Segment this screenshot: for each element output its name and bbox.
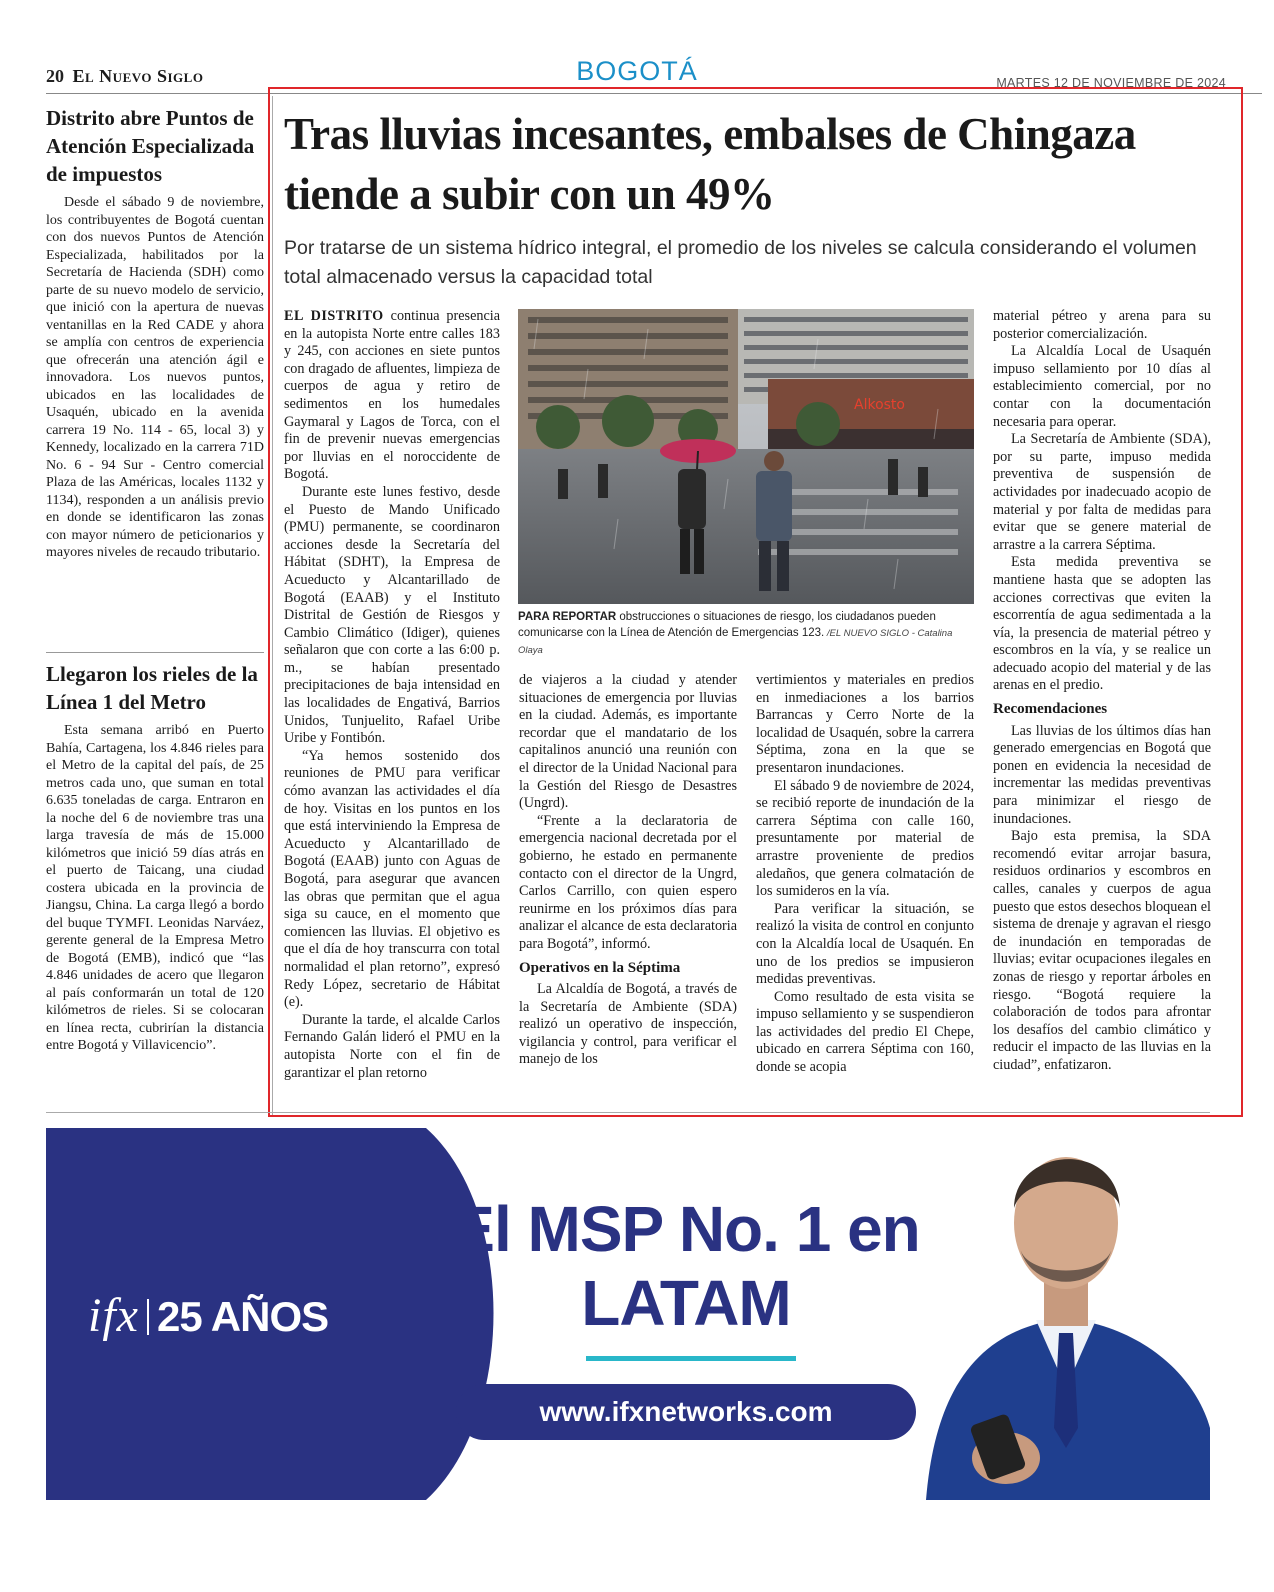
article-paragraph: La Secretaría de Ambiente (SDA), por su parte, impuso medida preventiva de suspensión de actividades por inadecuado acopio de material y por falta de medidas para evitar que se genere material de arrastre a la carrera Séptima.	[993, 431, 1211, 553]
logo-separator	[147, 1299, 149, 1335]
article-paragraph: Esta medida preventiva se mantiene hasta que se adopten las acciones correctivas que eviten la escorrentía de agua sedimentada a la vía, la presencia de material pétreo y escombros en la vía, y se realice un adecuado acopio del material y de las arenas en el predio.	[993, 554, 1211, 694]
article-paragraph: El sábado 9 de noviembre de 2024, se recibió reporte de inundación de la carrera Séptima con calle 160, presuntamente por material de arrastre proveniente de predios aledaños, que genera colmatación de los sumideros en la vía.	[756, 777, 974, 900]
article-paragraph: “Frente a la declaratoria de emergencia nacional decretada por el gobierno, he estado en permanente contacto con el director de la Ungrd, Carlos Carrillo, con quien espero reunirme en los próximos días para analizar el alcance de esta declaratoria para Bogotá”, informó.	[519, 812, 737, 952]
article-paragraph: Para verificar la situación, se realizó la visita de control en conjunto con la Alcaldía local de Usaquén. En uno de los predios se impusieron medidas preventivas.	[756, 900, 974, 988]
article-paragraph: EL DISTRITO continua presencia en la autopista Norte entre calles 183 y 245, con acciones en siete puntos con dragado de afluentes, limpieza de cuerpos de agua y retiro de sedimentos en los humedales Gaymaral y Lagos de Torca, con el fin de prevenir nuevas emergencias por lluvias en el noroccidente de Bogotá.	[284, 308, 500, 483]
section-title: BOGOTÁ	[576, 56, 698, 86]
ifx-logo	[88, 1288, 328, 1343]
article-paragraph: Bajo esta premisa, la SDA recomendó evitar arrojar basura, residuos ordinarios y escombros en calles, canales y cuerpos de agua puesto que estos desechos bloquean el sistema de drenaje y agravan el riesgo de inundación en temporadas de lluvias; evitar ocupaciones ilegales en zonas de riesgo y reportar árboles en riesgo. “Bogotá requiere la colaboración de todos para afrontar los desafíos del cambio climático y reducir el impacto de las lluvias en la ciudad”, enfatizaron.	[993, 828, 1211, 1073]
page-number: 20	[46, 66, 64, 86]
story-headline: Llegaron los rieles de la Línea 1 del Metro	[46, 662, 258, 714]
ad-url-button[interactable]: www.ifxnetworks.com	[456, 1384, 916, 1440]
sidebar-story-metro-rails	[46, 660, 264, 1055]
logo-brand: ifx	[88, 1289, 139, 1342]
issue-date: MARTES 12 DE NOVIEMBRE DE 2024	[996, 76, 1226, 90]
article-column-1	[284, 308, 500, 1082]
businessman-illustration	[916, 1128, 1210, 1500]
article-headline: Tras lluvias incesantes, embalses de Chingaza tiende a subir con un 49%	[284, 109, 1136, 219]
story-divider	[46, 652, 264, 653]
sidebar-story-tax-points	[46, 104, 264, 562]
article-paragraph: La Alcaldía de Bogotá, a través de la Secretaría de Ambiente (SDA) realizó un operativo de inspección, vigilancia y control, para verificar el manejo de los	[519, 981, 737, 1068]
article-paragraph: Como resultado de esta visita se impuso sellamiento y se suspendieron las actividades del predio El Chepe, ubicado en carrera Séptima con 160, donde se acopia	[756, 988, 974, 1076]
photo-credit: /EL NUEVO SIGLO - Catalina Olaya	[518, 628, 953, 656]
caption-text: obstrucciones o situaciones de riesgo, los ciudadanos pueden comunicarse con la Línea de Atención de Emergencias 123.	[518, 611, 936, 639]
article-paragraph: Durante este lunes festivo, desde el Puesto de Mando Unificado (PMU) permanente, se coordinaron acciones desde la Secretaría del Hábitat (SDHT), la Empresa de Acueducto y Alcantarillado de Bogotá (EAAB) y el Instituto Distrital de Gestión de Riesgos y Cambio Climático (Idiger), quienes señalaron que con corte a las 6:00 p. m., se habían presentado precipitaciones de baja intensidad en las localidades de Engativá, Barrios Unidos, Tunjuelito, Rafael Uribe Uribe y Fontibón.	[284, 483, 500, 747]
caption-lead: PARA REPORTAR	[518, 611, 617, 623]
logo-years: 25 AÑOS	[156, 1293, 329, 1340]
article-deck: Por tratarse de un sistema hídrico integral, el promedio de los niveles se calcula considerando el volumen total almacenado versus la capacidad total	[284, 237, 1197, 288]
article-paragraph: Las lluvias de los últimos días han generado emergencias en Bogotá que ponen en evidencia la necesidad de incrementar las medidas preventivas para minimizar el riesgo de inundaciones.	[993, 722, 1211, 827]
article-paragraph: material pétreo y arena para su posterior comercialización.	[993, 308, 1211, 342]
ad-divider	[46, 1112, 1210, 1113]
article-paragraph: vertimientos y materiales en predios en inmediaciones a los barrios Barrancas y Cerro Norte de la localidad de Usaquén, sobre la carrera Séptima, zona en la que se presentaron inundaciones.	[756, 672, 974, 776]
story-headline: Distrito abre Puntos de Atención Especializada de impuestos	[46, 106, 255, 186]
ad-headline: El MSP No. 1 en LATAM	[452, 1193, 920, 1339]
article-subhead: Recomendaciones	[993, 701, 1108, 718]
publication-name: El Nuevo Siglo	[72, 66, 204, 86]
article-lead-in: EL DISTRITO	[284, 308, 384, 324]
story-body: Esta semana arribó en Puerto Bahía, Cartagena, los 4.846 rieles para el Metro de la capital del país, de 25 metros cada uno, que suman en total 6.635 toneladas de carga. Entraron en la noche del 6 de noviembre tras una larga travesía de más de 15.000 kilómetros que inició 59 días atrás en el puerto de Taicang, una ciudad costera ubicada en la provincia de Jiangsu, China. La carga llegó a bordo del buque TYMFI. Leonidas Narváez, gerente general de la Empresa Metro de Bogotá (EMB), indicó que “las 4.846 unidades de acero que llegaron al país conformarán un total de 120 kilómetros de rieles. Si se colocaran en línea recta, cubrirían la distancia entre Bogotá y Villavicencio”.	[46, 723, 264, 1053]
article-subhead: Operativos en la Séptima	[519, 959, 681, 976]
story-body: Desde el sábado 9 de noviembre, los contribuyentes de Bogotá cuentan con dos nuevos Puntos de Atención Especializada, habilitados por la Secretaría de Hacienda (SDH) como parte de su nuevo modelo de servicio, que inició con la apertura de nuevas ventanillas en la Red CADE y ahora se amplía con centros de experiencia que ofrecerán una atención ágil e innovadora. Los nuevos puntos, ubicados en las localidades de Usaquén, ubicado en la avenida carrera 19 No. 114 - 65, local 3) y Kennedy, localizado en la carrera 71D No. 6 - 94 Sur - Centro comercial Plaza de las Américas, locales 1132 y 1134), responden a un análisis previo en donde se identificaron las zonas con mayor número de peticionarios y mayores niveles de recaudo tributario.	[46, 195, 264, 560]
photo-caption	[518, 609, 974, 659]
ifx-advertisement[interactable]	[46, 1128, 1210, 1500]
article-paragraph: La Alcaldía Local de Usaquén impuso sellamiento por 10 días al establecimiento comercial, por no contar con la documentación necesaria para operar.	[993, 343, 1211, 430]
article-paragraph: de viajeros a la ciudad y atender situaciones de emergencia por lluvias en la ciudad. Además, es importante recordar que el mandatario de los capitalinos anunció una reunión con el director de la Unidad Nacional para la Gestión del Riesgo de Desastres (Ungrd).	[519, 672, 737, 812]
article-photo	[518, 309, 974, 604]
article-column-4	[993, 308, 1211, 1075]
article-column-3	[756, 672, 974, 1077]
ad-accent-bar	[586, 1356, 796, 1361]
article-paragraph: Durante la tarde, el alcalde Carlos Fernando Galán lideró el PMU en la autopista Norte con el fin de garantizar el plan retorno	[284, 1011, 500, 1081]
article-paragraph: “Ya hemos sostenido dos reuniones de PMU para verificar cómo avanzan las actividades el día de hoy. Visitas en los puntos en los que está interviniendo la Empresa de Acueducto y Alcantarillado de Bogotá (EAAB) junto con Aguas de Bogotá, para asegurar que avancen las obras que permitan que el agua siga su cauce, en el momento que comiencen las lluvias. El objetivo es que el día de hoy transcurra con total normalidad el plan retorno”, expresó Redy López, secretario de Hábitat (e).	[284, 747, 500, 1011]
store-sign: Alkosto	[854, 397, 905, 413]
article-column-2	[519, 672, 737, 1069]
